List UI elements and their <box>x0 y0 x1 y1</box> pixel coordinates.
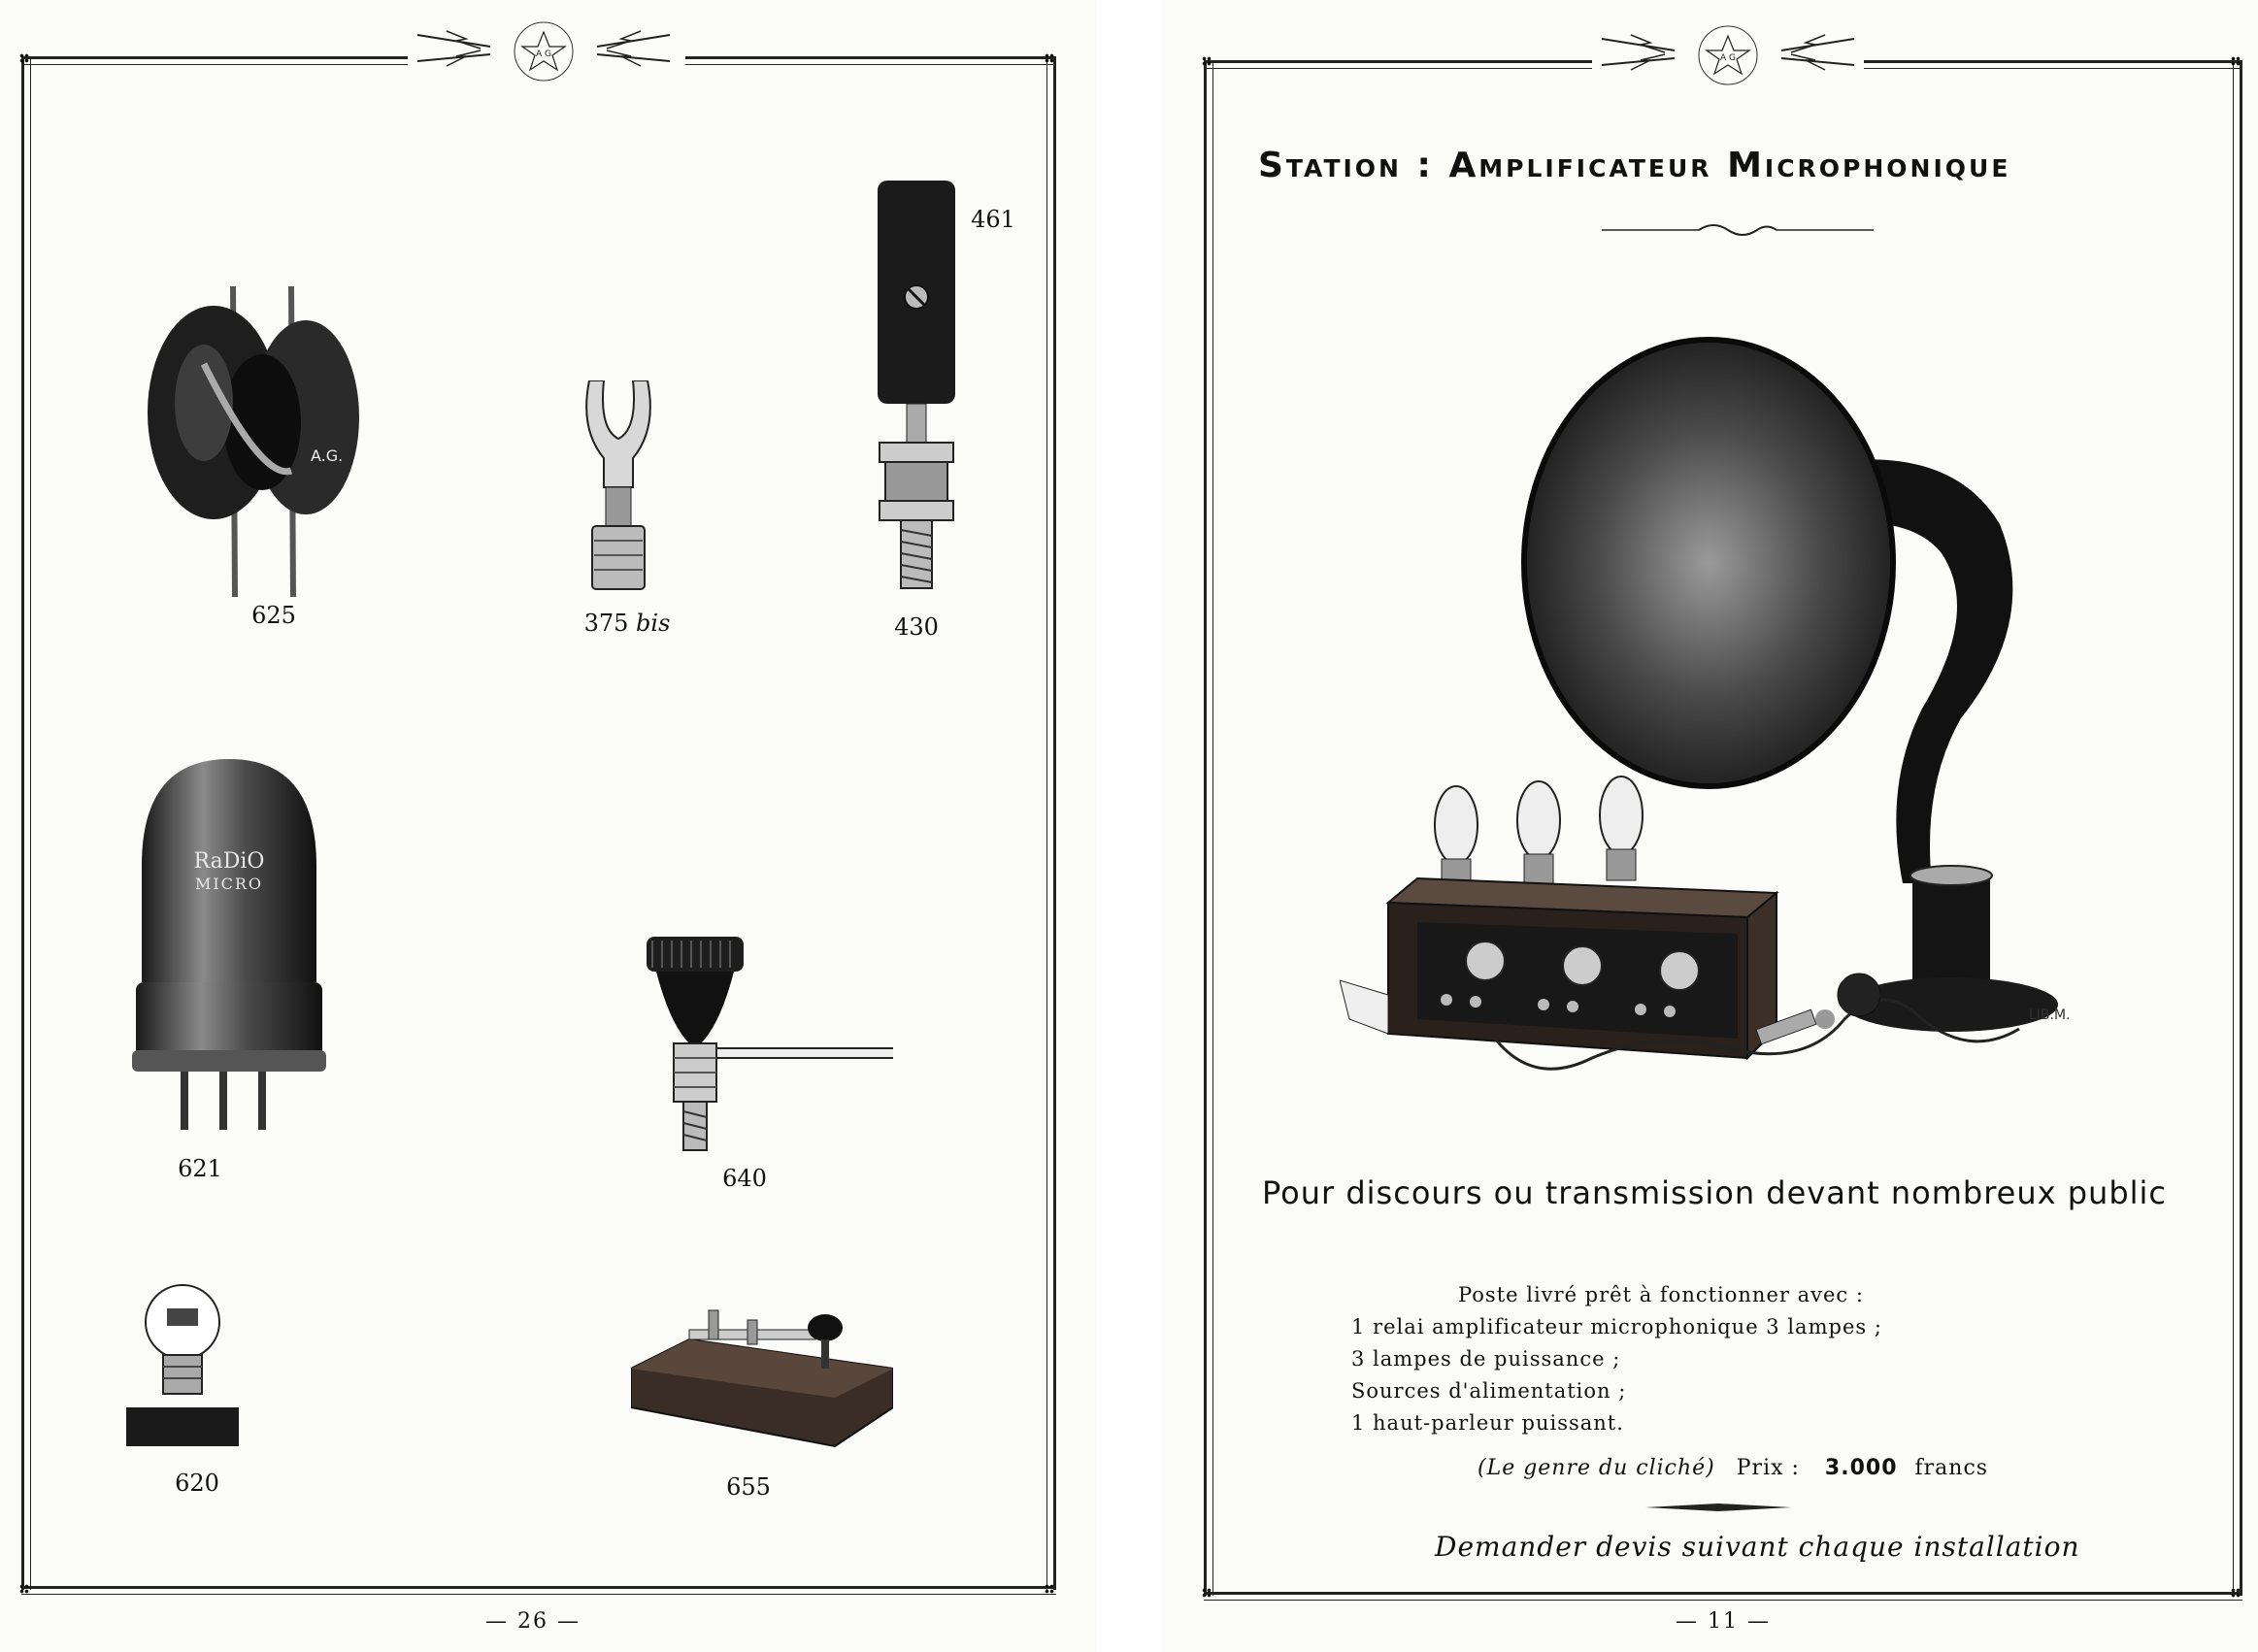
title-ornament <box>1602 218 1874 242</box>
page-subtitle: Pour discours ou transmission devant nombreux public <box>1262 1174 2167 1211</box>
corner-ornament <box>1045 1584 1054 1594</box>
price-line <box>1478 1456 1988 1480</box>
right-top-rule-a <box>1204 60 1592 63</box>
corner-ornament <box>2231 56 2241 66</box>
spread-gutter <box>1097 0 1161 1652</box>
details-line: 1 haut-parleur puissant. <box>1351 1411 1624 1435</box>
left-page-number: — 26 — <box>485 1609 581 1634</box>
item-375bis-spade-terminal-image <box>575 380 662 596</box>
right-top-rule-b <box>1864 60 2242 63</box>
item-625-label: 625 <box>251 602 296 629</box>
corner-ornament <box>2231 1588 2241 1598</box>
amplifier-station-illustration <box>1340 281 2136 1107</box>
details-line: Sources d'alimentation ; <box>1351 1379 1627 1403</box>
item-621-label: 621 <box>178 1155 222 1182</box>
price-divider <box>1645 1503 1791 1512</box>
page-title: Station : Amplificateur Microphonique <box>1258 146 2011 185</box>
item-430-label: 430 <box>894 613 939 641</box>
item-620-label: 620 <box>175 1470 219 1497</box>
corner-ornament <box>1045 53 1054 63</box>
corner-ornament <box>19 1584 29 1594</box>
price-unit: francs <box>1914 1456 1989 1480</box>
item-461-label: 461 <box>971 206 1015 233</box>
item-655-telegraph-key-image <box>631 1301 893 1456</box>
details-line: 3 lampes de puissance ; <box>1351 1347 1621 1371</box>
item-461-plug-handle-image <box>872 181 961 598</box>
item-620-bulb-image <box>124 1281 241 1456</box>
etoile-emblem-logo <box>408 8 680 95</box>
right-bottom-rule <box>1204 1592 2242 1595</box>
left-bottom-rule <box>21 1586 1056 1589</box>
item-621-radio-micro-tube-image <box>132 759 326 1138</box>
left-top-rule-b <box>685 56 1056 59</box>
price-note: (Le genre du cliché) <box>1478 1456 1715 1480</box>
price-value: 3.000 <box>1824 1456 1898 1480</box>
svg-text:A G: A G <box>536 50 551 59</box>
left-catalog-page <box>0 0 1097 1652</box>
item-375bis-label <box>584 610 671 637</box>
corner-ornament <box>1202 56 1212 66</box>
tube-model-text: MICRO <box>194 875 264 893</box>
item-625-insulator-image <box>146 286 359 597</box>
svg-text:A.G.: A.G. <box>311 446 344 465</box>
right-page-number: — 11 — <box>1676 1609 1771 1634</box>
item-655-label: 655 <box>726 1473 771 1501</box>
svg-text:A G: A G <box>1720 53 1736 63</box>
equipment-details <box>1351 1279 1882 1439</box>
corner-ornament <box>19 53 29 63</box>
price-label: Prix : <box>1736 1456 1800 1480</box>
item-375bis-number: 375 <box>583 610 629 637</box>
item-375bis-suffix: bis <box>636 610 671 637</box>
etoile-emblem-logo <box>1592 12 1864 99</box>
item-640-label: 640 <box>722 1165 767 1192</box>
details-intro: Poste livré prêt à fonctionner avec : <box>1458 1283 1864 1306</box>
svg-text:LIB.M.: LIB.M. <box>2029 1008 2071 1023</box>
left-top-rule-a <box>21 56 408 59</box>
details-line: 1 relai amplificateur microphonique 3 lampes ; <box>1351 1315 1882 1338</box>
tube-brand-text: RaDiO <box>193 849 265 874</box>
corner-ornament <box>1202 1588 1212 1598</box>
item-640-knob-terminal-image <box>641 937 893 1160</box>
closing-line: Demander devis suivant chaque installation <box>1435 1531 2080 1563</box>
